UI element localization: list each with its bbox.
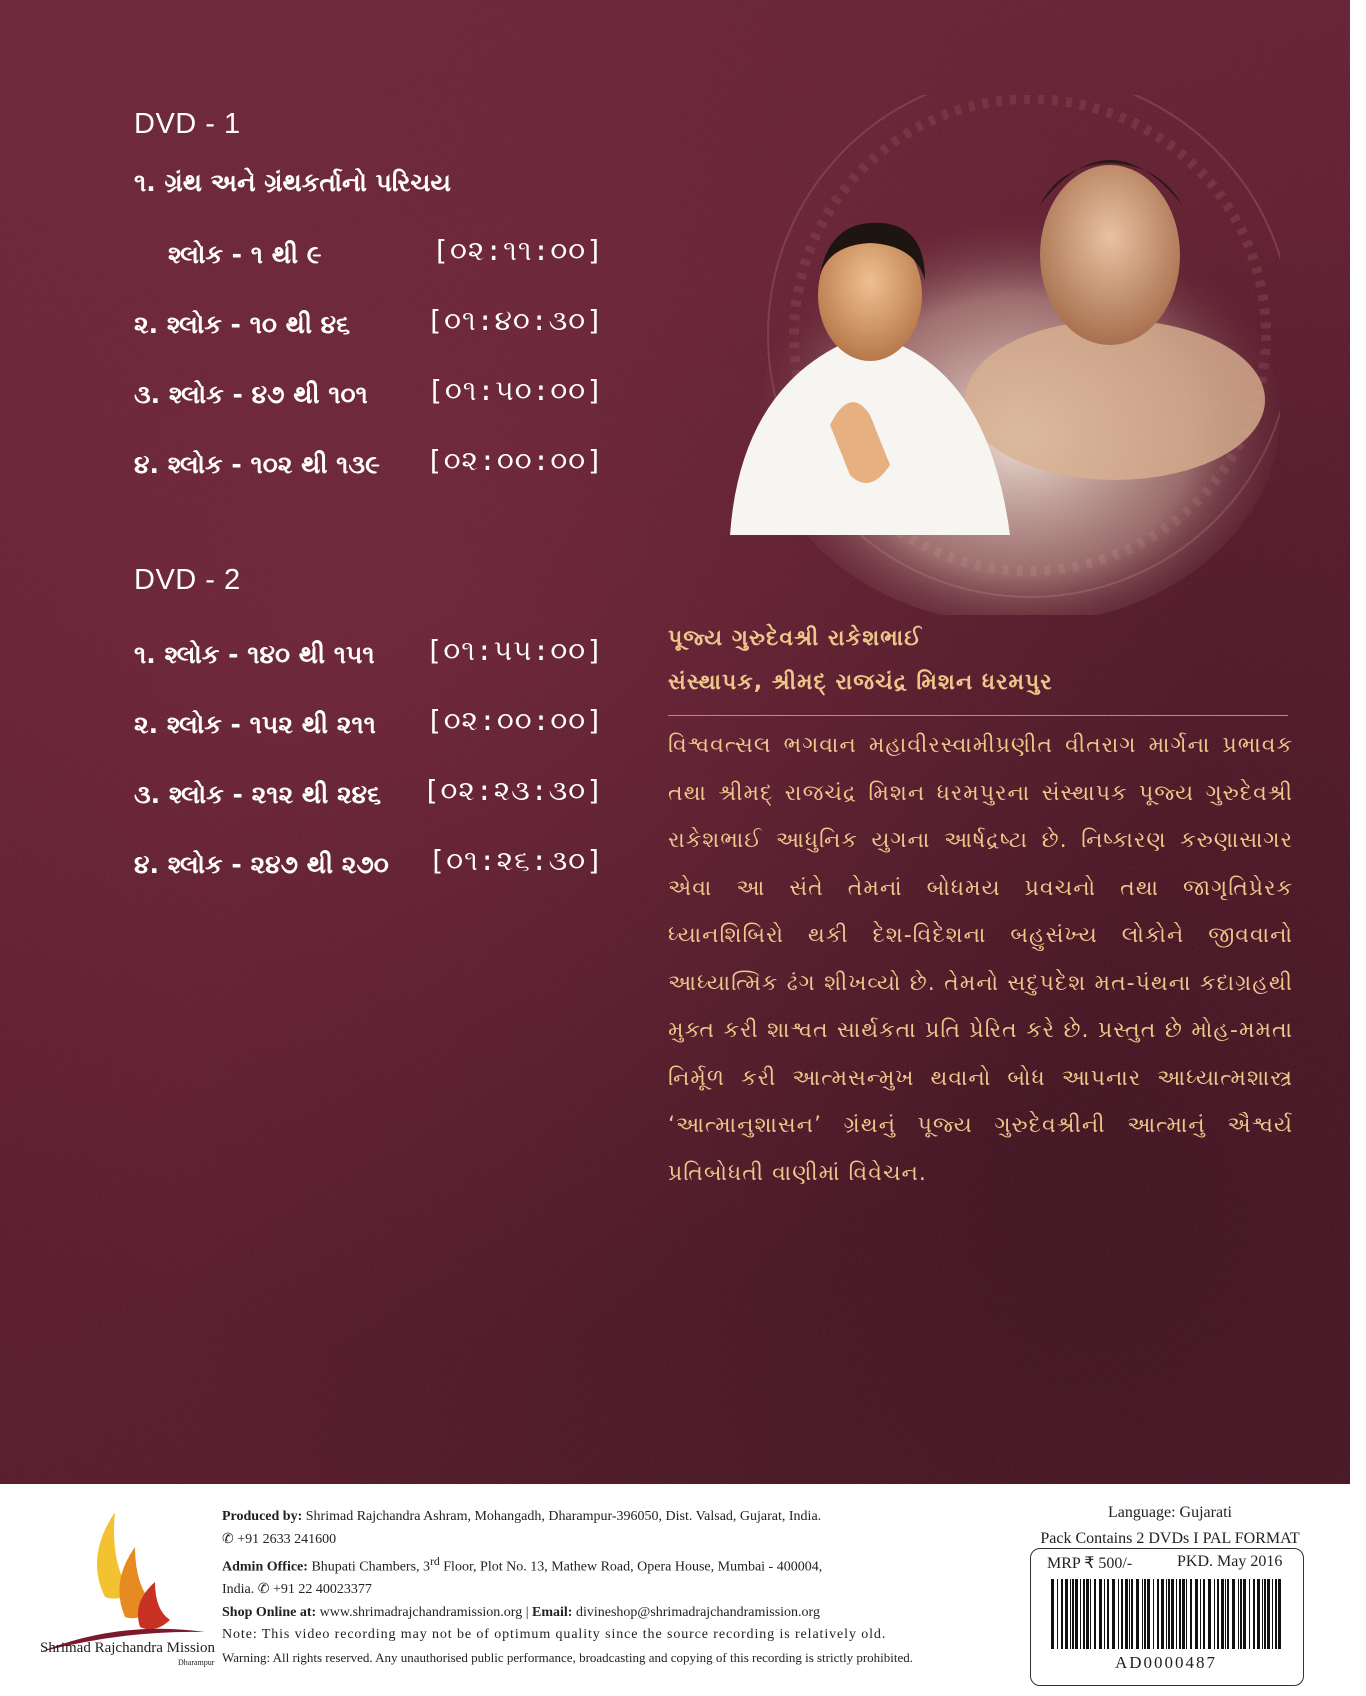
track-duration: [૦૧:૫૦:૦૦] [427,374,604,407]
admin-text-b: Floor, Plot No. 13, Mathew Road, Opera House, Mumbai - 400004, [439,1559,823,1575]
dvd1-track-1 [134,234,604,278]
barcode-bar [1129,1579,1130,1649]
barcode-bar [1121,1579,1123,1649]
barcode-bar [1240,1579,1242,1649]
product-info [1020,1500,1320,1552]
barcode-bar [1086,1579,1089,1649]
barcode-bar [1171,1579,1174,1649]
track-duration: [૦૧:૪૦:૩૦] [426,304,604,337]
dvd1-intro-title: ૧. ગ્રંથ અને ગ્રંથકર્તાનો પરિચય [134,168,451,197]
track-duration: [૦૧:૨૬:૩૦] [428,844,604,877]
track-label: ૪. શ્લોક - ૨૪૭ થી ૨૭૦ [134,850,389,879]
phone-line-1 [222,1529,1012,1552]
phone-icon: ✆ [257,1582,270,1598]
barcode-bar [1070,1579,1071,1649]
barcode-bar [1238,1579,1239,1649]
produced-line [222,1506,1012,1529]
track-duration: [૦૨:૧૧:૦૦] [432,234,604,267]
note-text: Note: This video recording may not be of optimum quality since the source recording is relatively old. [222,1627,887,1643]
admin-sup: rd [430,1555,440,1568]
track-label: ૩. શ્લોક - ૨૧૨ થી ૨૪૬ [134,780,382,809]
shop-line: Shop Online at: www.shrimadrajchandramission.org | Email: divineshop@shrimadrajchandramission.org [222,1604,820,1620]
phone-number-2: +91 22 40023377 [273,1582,372,1598]
packed-date: PKD. May 2016 [1177,1553,1283,1570]
barcode-bar [1217,1579,1219,1649]
barcode-number: AD0000487 [1114,1653,1218,1672]
barcode-bar [1083,1579,1085,1649]
track-duration: [૦૧:૫૫:૦૦] [425,634,604,667]
barcode-bar [1168,1579,1170,1649]
guru-name: પૂજ્ય ગુરુદેવશ્રી રાકેશભાઈ [668,626,923,651]
barcode-bar [1147,1579,1150,1649]
barcode-bar [1190,1579,1192,1649]
price-row [1047,1553,1297,1573]
shop-link[interactable]: www.shrimadrajchandramission.org [319,1604,523,1620]
dvd1-heading: DVD - 1 [134,108,241,140]
logo-text: Shrimad Rajchandra Mission [40,1640,215,1656]
dvd2-track-2 [134,704,604,748]
logo-subtext: Dharampur [178,1658,215,1667]
barcode-icon [1049,1579,1285,1649]
divider-line [668,715,1288,716]
portrait-right [1040,165,1180,345]
barcode-bar [1208,1579,1211,1649]
credits-block [222,1506,1012,1669]
dvd1-track-4 [134,444,604,488]
track-label: ૩. શ્લોક - ૪૭ થી ૧૦૧ [134,380,368,409]
barcode-bar [1144,1579,1146,1649]
barcode-bar [1094,1579,1096,1649]
barcode-bar [1225,1579,1226,1649]
track-duration: [૦૨:૦૦:૦૦] [425,444,604,477]
barcode-bar [1182,1579,1185,1649]
mrp-text: MRP ₹ 500/- [1047,1555,1133,1572]
price-box [1030,1548,1304,1686]
phone-line-2 [222,1579,1012,1602]
barcode-bar [1275,1579,1277,1649]
barcode-bar [1099,1579,1102,1649]
barcode-bar [1179,1579,1181,1649]
barcode-bar [1195,1579,1198,1649]
dvd2-track-4 [134,844,604,888]
barcode-bar [1227,1579,1229,1649]
barcode-bar [1200,1579,1201,1649]
right-edge-strip [1350,0,1366,1696]
barcode-bar [1153,1579,1154,1649]
barcode-bar [1253,1579,1255,1649]
barcode-bar [1203,1579,1205,1649]
barcode-bar [1104,1579,1105,1649]
barcode-bar [1278,1579,1281,1649]
admin-label: Admin Office: [222,1559,308,1575]
guru-role: સંસ્થાપક, શ્રીમદ્ રાજચંદ્ર મિશન ધરમપુર [668,670,1053,695]
email-link[interactable]: divineshop@shrimadrajchandramission.org [575,1604,820,1620]
track-label: શ્લોક - ૧ થી ૯ [168,240,322,269]
barcode-bar [1264,1579,1266,1649]
barcode-bar [1157,1579,1159,1649]
dvd2-track-1 [134,634,604,678]
dvd1-track-2 [134,304,604,348]
barcode-bar [1131,1579,1133,1649]
phone-number-1: +91 2633 241600 [237,1531,337,1547]
pack-text: Pack Contains 2 DVDs I PAL FORMAT [1040,1530,1300,1547]
barcode-bar [1142,1579,1143,1649]
barcode-bar [1136,1579,1139,1649]
produced-text: Shrimad Rajchandra Ashram, Mohangadh, Dharampur-396050, Dist. Valsad, Gujarat, India. [305,1509,822,1524]
barcode-bar [1214,1579,1215,1649]
language-text: Language: Gujarati [1108,1504,1232,1521]
barcode-bar [1090,1579,1091,1649]
barcode-bar [1065,1579,1068,1649]
description-paragraph: વિશ્વવત્સલ ભગવાન મહાવીરસ્વામીપ્રણીત વીતરાગ માર્ગના પ્રભાવક તથા શ્રીમદ્ રાજચંદ્ર મિશન ધરમપુરના સંસ્થાપક પૂજ્ય ગુરુદેવશ્રી રાકેશભાઈ આધુનિક યુગના આર્ષદ્રષ્ટા છે. નિષ્કારણ કરુણાસાગર એવા આ સંતે તેમનાં બોધમય પ્રવચનો તથા જાગૃતિપ્રેરક ધ્યાનશિબિરો થકી દેશ-વિદેશના બહુસંખ્ય લોકોને જીવવાનો આધ્યાત્મિક ઢંગ શીખવ્યો છે. તેમનો સદુપદેશ મત-પંથના કદાગ્રહથી મુક્ત કરી શાશ્વત સાર્થકતા પ્રતિ પ્રેરિત કરે છે. પ્રસ્તુત છે મોહ-મમતા નિર્મૂળ કરી આત્મસન્મુખ થવાનો બોધ આપનાર આધ્યાત્મશાસ્ત્ર ‘આત્માનુશાસન’ ગ્રંથનું પૂજ્ય ગુરુદેવશ્રીની આત્માનું ઐશ્વર્ય પ્રતિબોધતી વાણીમાં વિવેચન. [668,733,1293,1186]
barcode-bar [1080,1579,1081,1649]
admin-text-a: Bhupati Chambers, 3 [311,1559,431,1575]
email-label: Email: [532,1604,573,1620]
warning-text: Warning: All rights reserved. Any unauthorised public performance, broadcasting and copying of this recording is strictly prohibited. [222,1649,914,1665]
barcode-bar [1051,1579,1054,1649]
dvd2-heading: DVD - 2 [134,564,241,596]
barcode-bar [1267,1579,1270,1649]
footer [0,1484,1350,1696]
barcode-bar [1186,1579,1187,1649]
track-label: ૨. શ્લોક - ૧૦ થી ૪૬ [134,310,351,339]
barcode-bar [1176,1579,1177,1649]
barcode-bar [1272,1579,1273,1649]
barcode-bar [1161,1579,1164,1649]
barcode-bar [1112,1579,1115,1649]
barcode-bar [1166,1579,1167,1649]
phone-icon: ✆ [222,1531,234,1547]
dvd2-track-3 [134,774,604,818]
barcode-bar [1072,1579,1074,1649]
barcode-bar [1075,1579,1078,1649]
portrait-photos [720,95,1280,615]
track-duration: [૦૨:૨૩:૩૦] [422,774,604,807]
produced-label: Produced by: [222,1509,303,1524]
barcode-bar [1125,1579,1128,1649]
barcode-bar [1118,1579,1119,1649]
admin-line [222,1551,1012,1579]
barcode-bar [1107,1579,1109,1649]
track-label: ૧. શ્લોક - ૧૪૦ થી ૧૫૧ [134,640,375,669]
barcode-bar [1061,1579,1063,1649]
barcode-bar [1243,1579,1246,1649]
barcode-bar [1221,1579,1224,1649]
track-label: ૨. શ્લોક - ૧૫૨ થી ૨૧૧ [134,710,376,739]
barcode-bar [1232,1579,1235,1649]
barcode-bar [1057,1579,1058,1649]
dvd1-track-3 [134,374,604,418]
admin-country: India. [222,1582,255,1598]
track-duration: [૦૨:૦૦:૦૦] [425,704,604,737]
barcode-bar [1249,1579,1250,1649]
barcode-bar [1262,1579,1263,1649]
track-label: ૪. શ્લોક - ૧૦૨ થી ૧૩૯ [134,450,380,479]
barcode-bar [1257,1579,1260,1649]
shop-label: Shop Online at: [222,1604,317,1620]
